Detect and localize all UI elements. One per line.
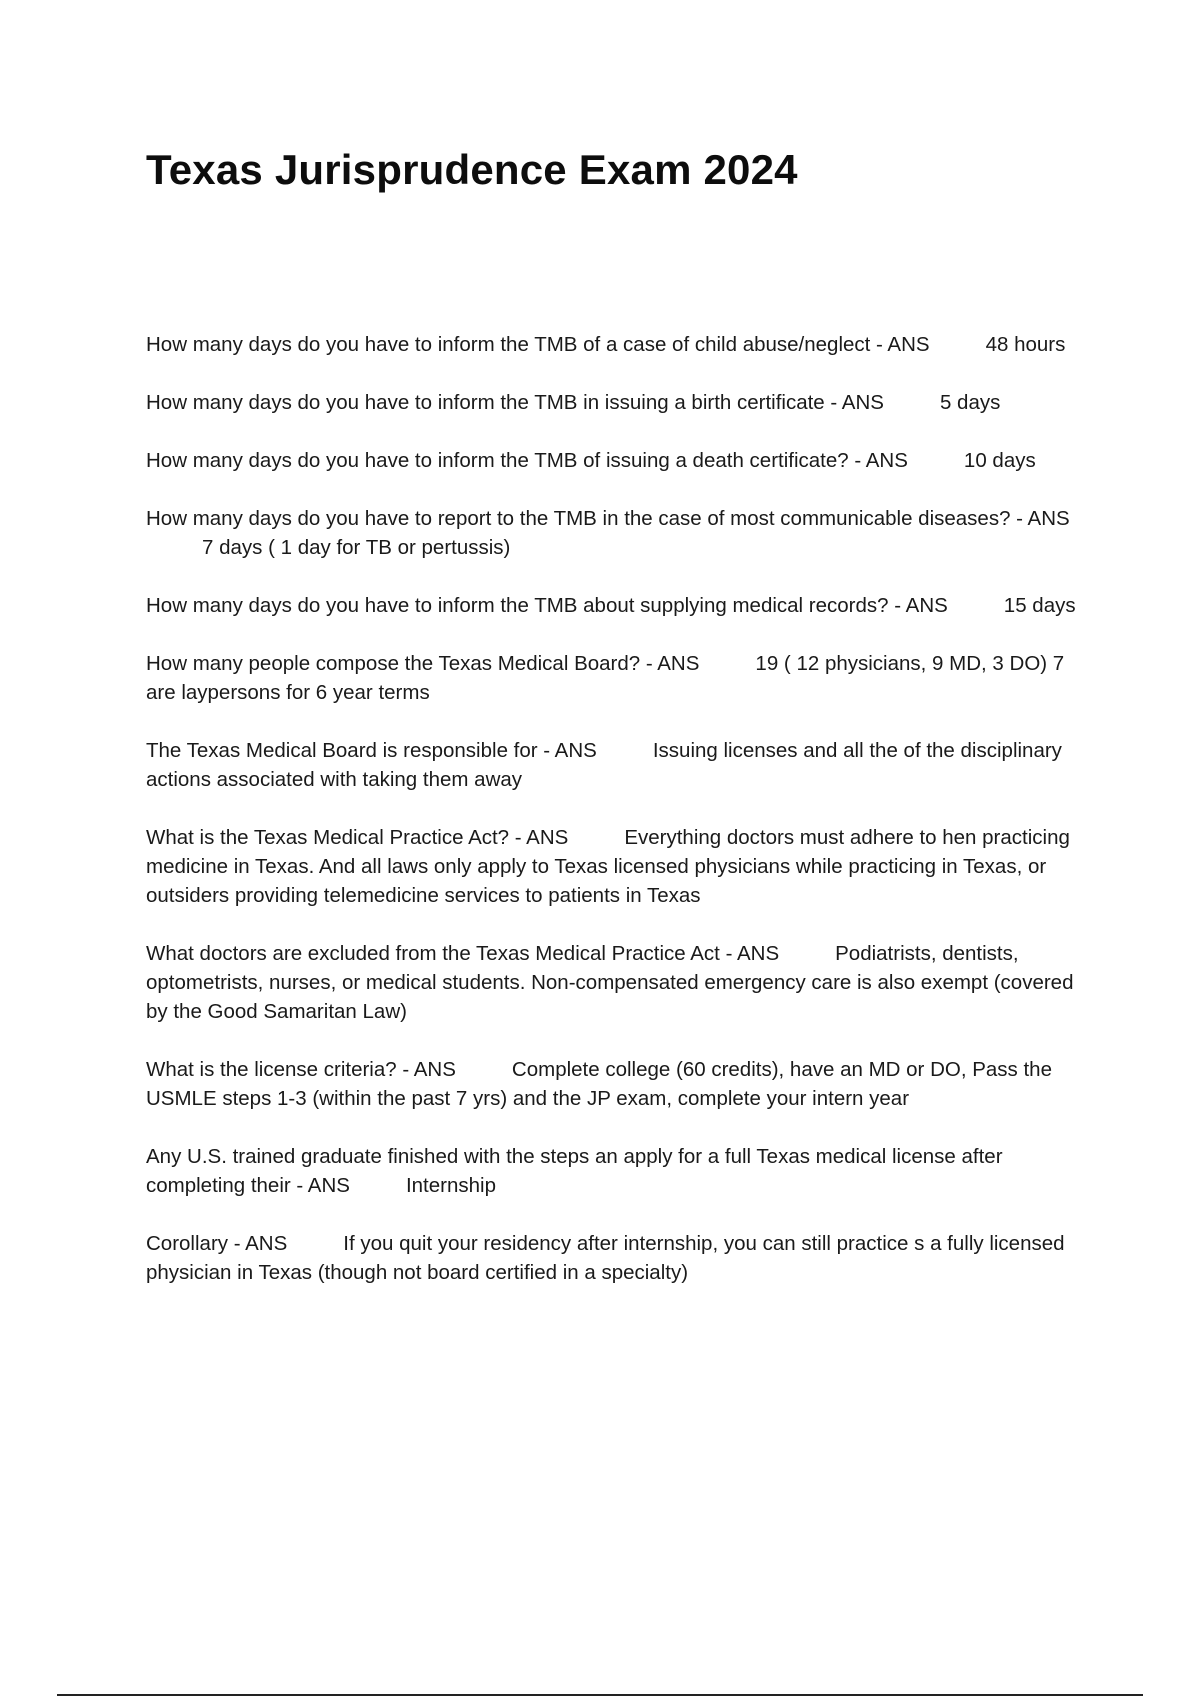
qa-question: What is the license criteria? - ANS	[146, 1058, 456, 1081]
qa-question: How many days do you have to inform the TMB of issuing a death certificate? - ANS	[146, 449, 908, 472]
qa-question: What doctors are excluded from the Texas Medical Practice Act - ANS	[146, 942, 780, 965]
qa-item	[146, 330, 1091, 359]
qa-answer: If you quit your residency after internship, you can still practice s a fully licensed physician in Texas (though not board certified in a specialty)	[146, 1232, 1065, 1284]
qa-answer: 7 days ( 1 day for TB or pertussis)	[202, 536, 511, 559]
qa-item	[146, 1229, 1091, 1287]
qa-question: How many days do you have to inform the TMB about supplying medical records? - ANS	[146, 594, 948, 617]
qa-question: How many people compose the Texas Medical Board? - ANS	[146, 652, 700, 675]
qa-item	[146, 446, 1091, 475]
qa-answer: 19 ( 12 physicians, 9 MD, 3 DO) 7 are laypersons for 6 year terms	[146, 652, 1065, 704]
qa-question: Any U.S. trained graduate finished with the steps an apply for a full Texas medical license after completing their - ANS	[146, 1145, 1003, 1197]
qa-item	[146, 388, 1091, 417]
qa-question: How many days do you have to inform the TMB of a case of child abuse/neglect - ANS	[146, 333, 930, 356]
qa-item	[146, 591, 1091, 620]
qa-item	[146, 939, 1091, 1026]
qa-question: The Texas Medical Board is responsible for - ANS	[146, 739, 597, 762]
qa-answer: 5 days	[939, 391, 1001, 414]
qa-item	[146, 1055, 1091, 1113]
qa-item	[146, 823, 1091, 910]
qa-item	[146, 1142, 1091, 1200]
qa-item	[146, 504, 1091, 562]
qa-item	[146, 736, 1091, 794]
qa-answer: Issuing licenses and all the of the disciplinary actions associated with taking them away	[146, 739, 1062, 791]
footer-divider	[57, 1694, 1143, 1696]
qa-question: What is the Texas Medical Practice Act? - ANS	[146, 826, 569, 849]
qa-answer: Complete college (60 credits), have an MD or DO, Pass the USMLE steps 1-3 (within the past 7 yrs) and the JP exam, complete your intern year	[146, 1058, 1052, 1110]
qa-item	[146, 649, 1091, 707]
qa-answer: 48 hours	[985, 333, 1066, 356]
qa-answer: Everything doctors must adhere to hen practicing medicine in Texas. And all laws only apply to Texas licensed physicians while practicing in Texas, or outsiders providing telemedicine services to patients in Texas	[146, 826, 1070, 907]
qa-question: Corollary - ANS	[146, 1232, 288, 1255]
page-title: Texas Jurisprudence Exam 2024	[146, 146, 798, 193]
qa-question: How many days do you have to inform the TMB in issuing a birth certificate - ANS	[146, 391, 884, 414]
qa-answer: 10 days	[963, 449, 1036, 472]
qa-answer: 15 days	[1003, 594, 1076, 617]
qa-answer: Internship	[405, 1174, 496, 1197]
qa-question: How many days do you have to report to the TMB in the case of most communicable diseases? - ANS	[146, 507, 1070, 530]
qa-list	[146, 330, 1091, 1316]
qa-answer: Podiatrists, dentists, optometrists, nurses, or medical students. Non-compensated emergency care is also exempt (covered by the Good Samaritan Law)	[146, 942, 1074, 1023]
